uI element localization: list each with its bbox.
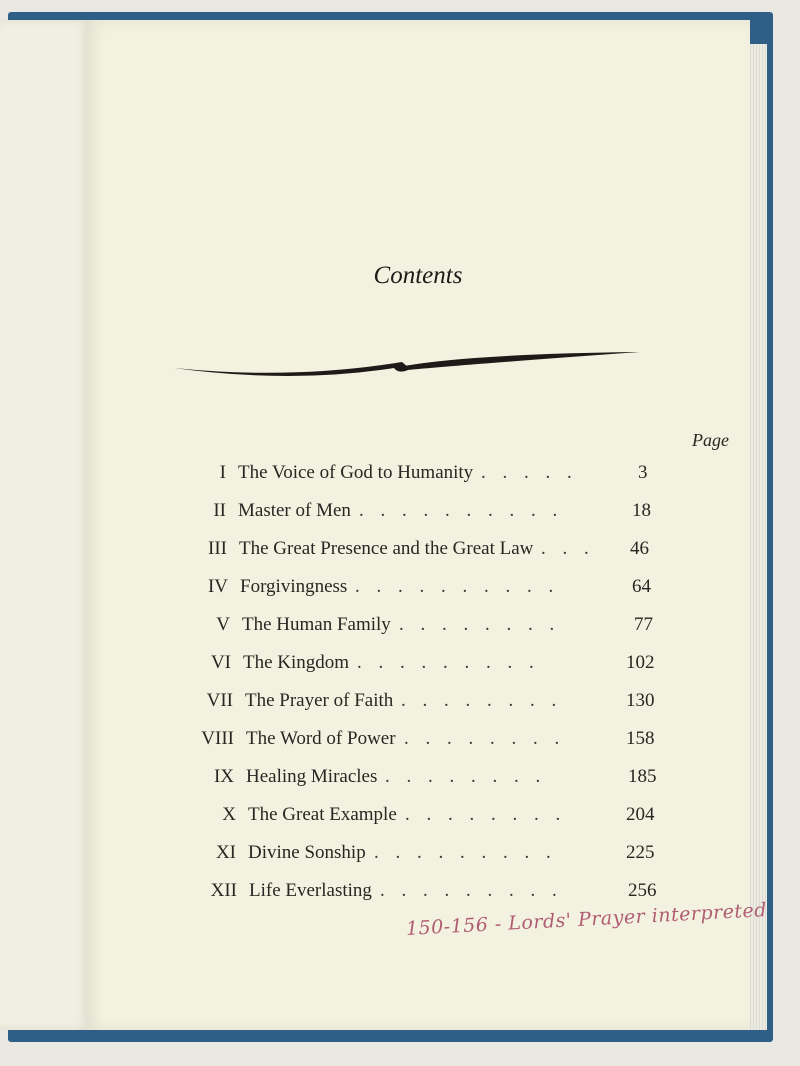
chapter-numeral: IV xyxy=(207,576,228,597)
chapter-numeral: VIII xyxy=(201,728,234,749)
chapter-numeral: VII xyxy=(206,690,233,711)
chapter-page-number: 158 xyxy=(626,728,655,749)
chapter-title: Divine Sonship xyxy=(248,842,366,863)
chapter-numeral: I xyxy=(219,462,226,483)
toc-entry xyxy=(86,842,750,872)
chapter-title: The Kingdom xyxy=(243,652,350,673)
chapter-numeral: III xyxy=(208,538,227,559)
chapter-numeral: X xyxy=(222,804,236,825)
toc-entry xyxy=(86,576,750,606)
chapter-title: The Great Presence and the Great Law xyxy=(239,538,534,559)
dot-leader: . . . . . . . . xyxy=(399,614,561,635)
toc-entry xyxy=(86,614,750,644)
chapter-page-number: 18 xyxy=(632,500,651,521)
chapter-page-number: 130 xyxy=(626,690,655,711)
chapter-title: Master of Men xyxy=(238,500,351,521)
toc-entry xyxy=(86,462,750,492)
dot-leader: . . . xyxy=(541,538,595,559)
contents-page xyxy=(86,20,768,1030)
chapter-page-number: 46 xyxy=(630,538,649,559)
toc-entry xyxy=(86,538,750,568)
chapter-numeral: IX xyxy=(213,766,234,787)
flourish-ornament xyxy=(172,340,642,390)
chapter-title: The Voice of God to Humanity xyxy=(238,462,474,483)
dot-leader: . . . . . . . . . . xyxy=(359,500,564,521)
toc-entry xyxy=(86,766,750,796)
chapter-numeral: V xyxy=(216,614,230,635)
chapter-page-number: 185 xyxy=(628,766,657,787)
chapter-title: Healing Miracles xyxy=(246,766,378,787)
toc-entry xyxy=(86,690,750,720)
dot-leader: . . . . . . . . . xyxy=(357,652,540,673)
chapter-numeral: XI xyxy=(215,842,236,863)
chapter-page-number: 204 xyxy=(626,804,655,825)
chapter-page-number: 77 xyxy=(634,614,653,635)
dot-leader: . . . . . . . . xyxy=(385,766,547,787)
chapter-page-number: 256 xyxy=(628,880,657,901)
dot-leader: . . . . . . . . . . xyxy=(355,576,560,597)
toc-entry xyxy=(86,500,750,530)
toc-entry xyxy=(86,652,750,682)
chapter-title: Forgivingness xyxy=(240,576,348,597)
chapter-numeral: II xyxy=(213,500,226,521)
left-page xyxy=(0,20,90,1030)
dot-leader: . . . . . . . . xyxy=(401,690,563,711)
dot-leader: . . . . . . . . xyxy=(405,804,567,825)
chapter-page-number: 225 xyxy=(626,842,655,863)
toc-entry xyxy=(86,728,750,758)
dot-leader: . . . . . . . . . xyxy=(374,842,557,863)
chapter-numeral: VI xyxy=(210,652,231,673)
chapter-page-number: 102 xyxy=(626,652,655,673)
chapter-title: The Prayer of Faith xyxy=(245,690,394,711)
handwritten-note: 150-156 - Lords' Prayer interpreted xyxy=(405,899,768,940)
dot-leader: . . . . . . . . . xyxy=(380,880,563,901)
chapter-numeral: XII xyxy=(210,880,237,901)
page-title: Contents xyxy=(373,262,463,289)
chapter-page-number: 64 xyxy=(632,576,651,597)
dot-leader: . . . . . . . . xyxy=(404,728,566,749)
chapter-title: The Word of Power xyxy=(246,728,396,749)
chapter-title: Life Everlasting xyxy=(249,880,372,901)
chapter-page-number: 3 xyxy=(638,462,648,483)
chapter-title: The Human Family xyxy=(242,614,391,635)
toc-entry xyxy=(86,804,750,834)
dot-leader: . . . . . xyxy=(481,462,578,483)
chapter-title: The Great Example xyxy=(248,804,397,825)
page-column-header: Page xyxy=(692,430,729,450)
